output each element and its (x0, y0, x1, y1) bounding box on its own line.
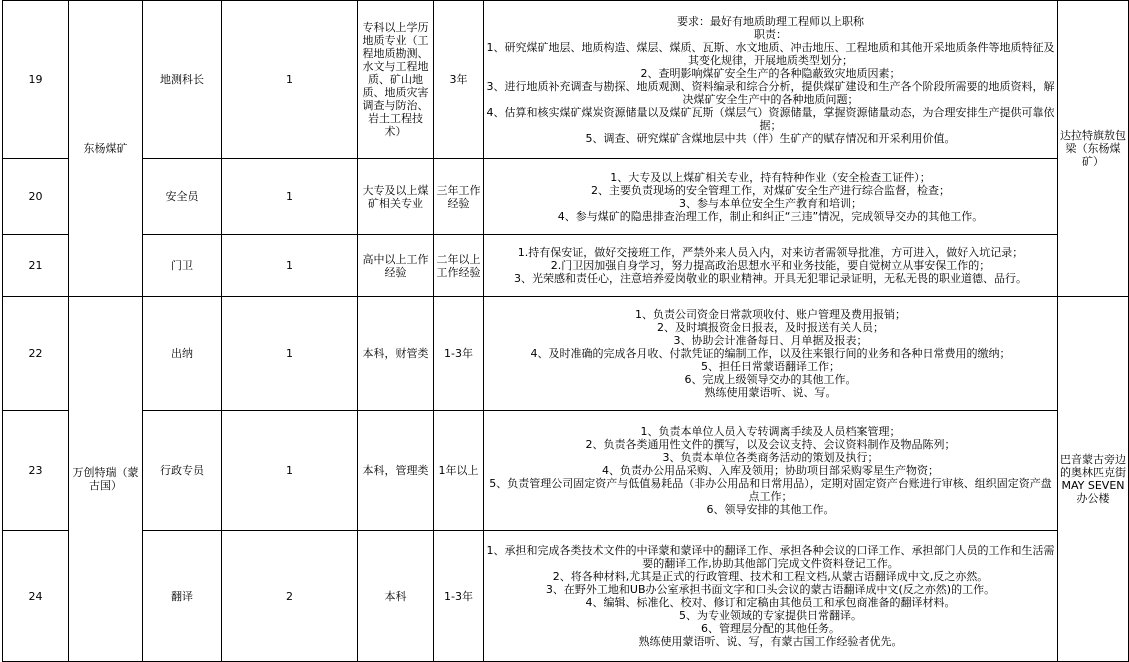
row-number: 21 (3, 235, 69, 297)
description-line: 5、为专业领域的专家提供日常翻译。 (679, 609, 862, 622)
description-line: 熟练使用蒙语听、说、写。 (704, 386, 837, 399)
description-line: 5、调查、研究煤矿含煤地层中共（伴）生矿产的赋存情况和开采利用价值。 (585, 132, 956, 145)
job-description (484, 411, 1058, 531)
table-row (3, 297, 1129, 411)
education-requirement: 本科 (358, 531, 434, 662)
education-requirement: 大专及以上煤矿相关专业 (358, 159, 434, 235)
experience-requirement: 1-3年 (434, 531, 484, 662)
row-number: 24 (3, 531, 69, 662)
work-location: 达拉特旗敖包梁（东杨煤矿） (1058, 1, 1129, 297)
description-line: 6、领导安排的其他工作。 (706, 503, 835, 516)
experience-requirement: 三年工作经验 (434, 159, 484, 235)
job-description (484, 1, 1058, 159)
row-number: 22 (3, 297, 69, 411)
headcount: 1 (222, 1, 358, 159)
description-line: 5、负责管理公司固定资产与低值易耗品（非办公用品和日常用品），定期对固定资产台账进行审核、组织固定资产盘点工作； (489, 477, 1052, 503)
description-line: 6、完成上级领导交办的其他工作。 (684, 373, 857, 386)
experience-requirement: 二年以上工作经验 (434, 235, 484, 297)
job-description (484, 531, 1058, 662)
description-line: 熟练使用蒙语听、说、写，有蒙古国工作经验者优先。 (638, 635, 903, 648)
headcount: 1 (222, 297, 358, 411)
headcount: 1 (222, 411, 358, 531)
table-row (3, 531, 1129, 662)
description-line: 职责： (754, 28, 787, 41)
company-cell: 万创特瑞（蒙古国） (69, 297, 143, 662)
job-description (484, 159, 1058, 235)
education-requirement: 高中以上工作经验 (358, 235, 434, 297)
description-line: 2、将各种材料,尤其是正式的行政管理、技术和工程文档,从蒙古语翻译成中文,反之亦然。 (552, 570, 989, 583)
company-cell: 东杨煤矿 (69, 1, 143, 297)
experience-requirement: 3年 (434, 1, 484, 159)
table-row (3, 411, 1129, 531)
job-description (484, 235, 1058, 297)
description-line: 1、承担和完成各类技术文件的中译蒙和蒙译中的翻译工作、承担各种会议的口译工作、承担部门人员的工作和生活需要的翻译工作,协助其他部门完成文件资料登记工作。 (486, 544, 1055, 570)
description-line: 4、参与煤矿的隐患排查治理工作，制止和纠正“三违”情况，完成领导交办的其他工作。 (557, 209, 984, 223)
description-line: 6、管理层分配的其他任务。 (701, 622, 840, 635)
table-row (3, 159, 1129, 235)
description-line: 1、研究煤矿地层、地质构造、煤层、煤质、瓦斯、水文地质、冲击地压、工程地质和其他开采地质条件等地质特征及其变化规律，开展地质类型划分； (486, 41, 1055, 67)
description-line: 2.门卫因加强自身学习，努力提高政治思想水平和业务技能，要自觉树立从事安保工作的； (550, 259, 991, 272)
position-title: 门卫 (143, 235, 222, 297)
description-line: 2、主要负责现场的安全管理工作，对煤矿安全生产进行综合监督，检查； (591, 183, 950, 197)
position-title: 安全员 (143, 159, 222, 235)
table-row (3, 1, 1129, 159)
description-line: 4、负责办公用品采购、入库及领用；协助项目部采购零星生产物资； (602, 464, 939, 477)
position-title: 翻译 (143, 531, 222, 662)
position-title: 出纳 (143, 297, 222, 411)
description-line: 1、负责本单位人员入专转调离手续及人员档案管理； (640, 425, 901, 438)
description-line: 2、负责各类通用性文件的撰写，以及会议支持、会议资料制作及物品陈列； (585, 438, 956, 451)
description-line: 3、参与本单位安全生产教育和培训； (679, 196, 862, 210)
experience-requirement: 1-3年 (434, 297, 484, 411)
description-line: 1、大专及以上煤矿相关专业，持有特种作业（安全检查工证件）； (610, 170, 931, 184)
work-location: 巴音蒙古旁边的奥林匹克街MAY SEVEN 办公楼 (1058, 297, 1129, 662)
description-line: 3、光荣感和责任心，注意培养爱岗敬业的职业精神。开具无犯罪记录证明，无私无畏的职业道德、品行。 (514, 272, 1027, 285)
experience-requirement: 1年以上 (434, 411, 484, 531)
description-line: 4、编辑、标准化、校对、修订和定稿由其他员工和承包商准备的翻译材料。 (585, 596, 956, 609)
table-row (3, 235, 1129, 297)
description-line: 2、及时填报资金日报表，及时报送有关人员； (657, 321, 884, 334)
headcount: 1 (222, 159, 358, 235)
education-requirement: 本科，财管类 (358, 297, 434, 411)
row-number: 20 (3, 159, 69, 235)
description-line: 要求：最好有地质助理工程师以上职称 (677, 15, 864, 28)
job-listings-table (2, 0, 1129, 662)
description-line: 3、进行地质补充调查与勘探、地质观测、资料编录和综合分析，提供煤矿建设和生产各个阶段所需要的地质资料，解决煤矿安全生产中的各种地质问题； (486, 80, 1055, 106)
position-title: 行政专员 (143, 411, 222, 531)
job-description (484, 297, 1058, 411)
description-line: 2、查明影响煤矿安全生产的各种隐蔽致灾地质因素； (640, 67, 901, 80)
description-line: 3、在野外工地和UB办公室承担书面文字和口头会议的蒙古语翻译成中文(反之亦然)的工作。 (545, 583, 996, 596)
description-line: 3、负责本单位各类商务活动的策划及执行； (662, 451, 879, 464)
description-line: 5、担任日常蒙语翻译工作； (701, 360, 840, 373)
description-line: 1、负责公司资金日常款项收付、账户管理及费用报销； (635, 308, 906, 321)
description-line: 1.持有保安证，做好交接班工作，严禁外来人员入内，对来访者需领导批准，方可进入，做好入坑记录； (517, 246, 1024, 259)
position-title: 地测科长 (143, 1, 222, 159)
row-number: 23 (3, 411, 69, 531)
description-line: 4、估算和核实煤矿煤炭资源储量以及煤矿瓦斯（煤层气）资源储量，掌握资源储量动态，为合理安排生产提供可靠依据； (486, 106, 1055, 132)
description-line: 4、及时准确的完成各月收、付款凭证的编制工作，以及往来银行间的业务和各种日常费用的缴纳； (530, 347, 1011, 360)
row-number: 19 (3, 1, 69, 159)
education-requirement: 本科，管理类 (358, 411, 434, 531)
headcount: 2 (222, 531, 358, 662)
description-line: 3、协助会计准备每日、月单据及报表； (673, 334, 868, 347)
headcount: 1 (222, 235, 358, 297)
education-requirement: 专科以上学历地质专业（工程地质勘测、水文与工程地质、矿山地质、地质灾害调查与防治、岩土工程技术） (358, 1, 434, 159)
